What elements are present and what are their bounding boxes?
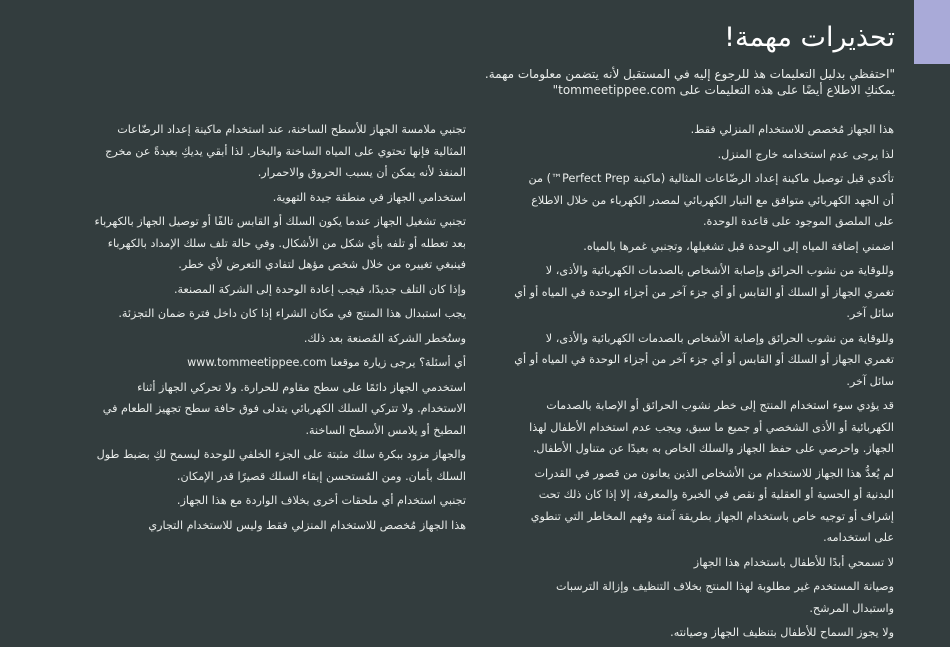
warning-paragraph: قد يؤدي سوء استخدام المنتج إلى خطر نشوب الحرائق أو الإصابة بالصدمات الكهربائية أو الأذى الشخصي أو جميع ما سبق، ويجب عدم استخدام الأطفال لهذا الجهاز. واحرصي على حفظ الجهاز والسلك الخاص به بعيدًا عن متناول الأطفال.	[529, 399, 894, 455]
warning-paragraph: تجنبي تشغيل الجهاز عندما يكون السلك أو القابس تالفًا أو توصيل الجهاز بالكهرباء بعد تعطله أو تلفه بأي شكل من الأشكال. وفي حالة تلف سلك الإمداد بالكهرباء فينبغي تغييره من خلال شخص مؤهل لتفادي التعرض لأي خطر.	[94, 215, 466, 271]
warnings-column-left	[86, 119, 466, 539]
warning-paragraph: تأكدي قبل توصيل ماكينة إعداد الرضّاعات المثالية (ماكينة Perfect Prep™) من أن الجهد الكهربائي متوافق مع التيار الكهربائي لمصدر الكهرباء من خلال الاطلاع على الملصق الموجود على قاعدة الوحدة.	[528, 172, 894, 228]
warning-paragraph: استخدمي الجهاز دائمًا على سطح مقاوم للحرارة. ولا تحركي الجهاز أثناء الاستخدام. ولا تتركي السلك الكهربائي يتدلى فوق حافة سطح تجهيز الطعام في المطبخ أو يلامس الأسطح الساخنة.	[102, 380, 466, 437]
warning-paragraph: ولا يجوز السماح للأطفال بتنظيف الجهاز وصيانته.	[670, 626, 894, 639]
warning-paragraph: أي أسئلة؟ يرجى زيارة موقعنا www.tommeetippee.com	[187, 356, 466, 369]
warning-paragraph: تجنبي ملامسة الجهاز للأسطح الساخنة، عند استخدام ماكينة إعداد الرضّاعات المثالية فإنها تحتوي على المياه الساخنة والبخار. لذا أبقي يديكِ بعيدةً عن مخرج المنفذ لأنه يمكن أن يسبب الحروق والاحمرار.	[105, 123, 466, 179]
warning-paragraph: لذا يرجى عدم استخدامه خارج المنزل.	[717, 147, 894, 161]
warning-paragraph: استخدامي الجهاز في منطقة جيدة التهوية.	[272, 190, 466, 204]
warnings-column-right	[514, 119, 894, 647]
intro-line: يمكنكِ الاطلاع أيضًا على هذه التعليمات على tommeetippee.com"	[552, 83, 895, 97]
warning-paragraph: اضمني إضافة المياه إلى الوحدة قبل تشغيلها، وتجنبي غمرها بالمياه.	[583, 239, 894, 253]
warning-paragraph: هذا الجهاز مُخصص للاستخدام المنزلي فقط وليس للاستخدام التجاري	[148, 518, 466, 532]
warning-paragraph: وللوقاية من نشوب الحرائق وإصابة الأشخاص بالصدمات الكهربائية والأذى، لا تغمري الجهاز أو السلك أو القابس أو أي جزء آخر من أجزاء الوحدة في المياه أو أي سائل آخر.	[514, 331, 894, 388]
warning-paragraph: هذا الجهاز مُخصص للاستخدام المنزلي فقط.	[690, 123, 894, 136]
intro-note	[405, 66, 895, 98]
warning-paragraph: لا تسمحي أبدًا للأطفال باستخدام هذا الجهاز	[693, 555, 894, 569]
page-title: تحذيرات مهمة!	[724, 22, 895, 53]
corner-accent-block	[914, 0, 950, 64]
warning-paragraph: وللوقاية من نشوب الحرائق وإصابة الأشخاص بالصدمات الكهربائية والأذى، لا تغمري الجهاز أو السلك أو القابس أو أي جزء آخر من أجزاء الوحدة في المياه أو أي سائل آخر.	[514, 264, 894, 320]
warning-paragraph: وصيانة المستخدم غير مطلوبة لهذا المنتج بخلاف التنظيف وإزالة الترسبات واستبدال المرشح.	[555, 580, 894, 615]
warning-paragraph: وإذا كان التلف جديدًا، فيجب إعادة الوحدة إلى الشركة المصنعة.	[174, 282, 466, 296]
warning-paragraph: وستُخطر الشركة المُصنعة بعد ذلك.	[303, 331, 466, 345]
warning-paragraph: لم يُعدُّ هذا الجهاز للاستخدام من الأشخاص الذين يعانون من قصور في القدرات البدنية أو الحسية أو العقلية أو نقص في الخبرة والمعرفة، إلا إذا كان ذلك تحت إشراف أو توجيه خاص باستخدام الجهاز بطريقة آمنة وفهم المخاطر التي تنطوي على استخدامه.	[530, 466, 894, 544]
warning-paragraph: تجنبي استخدام أي ملحقات أخرى بخلاف الواردة مع هذا الجهاز.	[176, 494, 466, 507]
intro-line: "احتفظي بدليل التعليمات هذ للرجوع إليه في المستقبل لأنه يتضمن معلومات مهمة.	[484, 67, 895, 81]
warning-paragraph: والجهاز مزود ببكرة سلك مثبتة على الجزء الخلفي للوحدة ليسمح لكِ بضبط طول السلك بأمان. ومن المُستحسن إبقاء السلك قصيرًا قدر الإمكان.	[96, 448, 466, 483]
warning-paragraph: يجب استبدال هذا المنتج في مكان الشراء إذا كان داخل فترة ضمان التجزئة.	[118, 307, 466, 320]
